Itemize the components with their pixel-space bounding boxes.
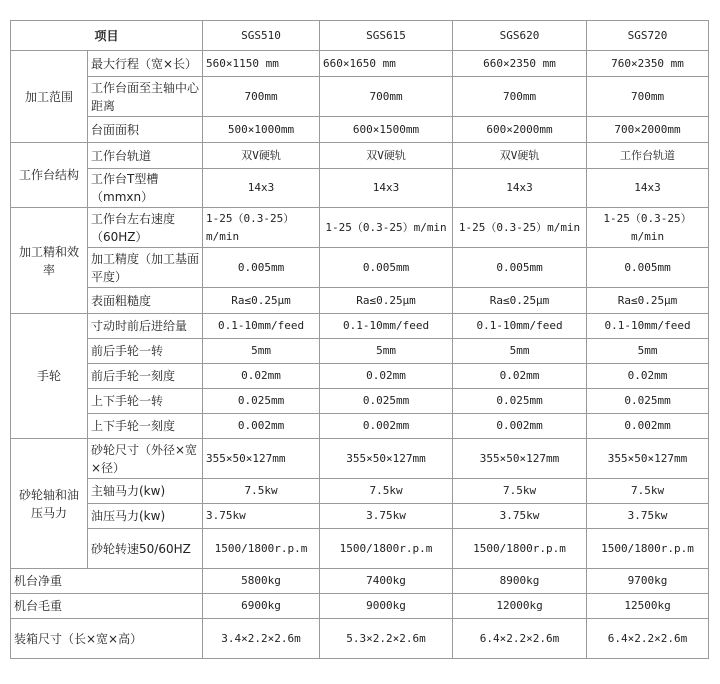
param-cell: 最大行程（宽×长）: [88, 51, 203, 77]
table-row: [11, 619, 709, 659]
value-cell: 0.025mm: [587, 389, 709, 414]
value-cell: 0.002mm: [587, 414, 709, 439]
param-cell: 表面粗糙度: [88, 288, 203, 314]
value-cell: 1-25（0.3-25）m/min: [203, 208, 320, 248]
value-cell: 0.025mm: [320, 389, 453, 414]
value-cell: 355×50×127mm: [587, 439, 709, 479]
param-cell: 砂轮尺寸（外径×宽×径）: [88, 439, 203, 479]
table-row: [11, 389, 709, 414]
value-cell: 1-25（0.3-25）m/min: [453, 208, 587, 248]
table-row: [11, 51, 709, 77]
value-cell: 760×2350 mm: [587, 51, 709, 77]
value-cell: 3.75kw: [203, 504, 320, 529]
value-cell: 6900kg: [203, 594, 320, 619]
value-cell: 双V硬轨: [203, 143, 320, 169]
value-cell: 1500/1800r.p.m: [203, 529, 320, 569]
param-cell: 台面面积: [88, 117, 203, 143]
value-cell: 355×50×127mm: [203, 439, 320, 479]
value-cell: 14x3: [320, 169, 453, 208]
header-model: SGS620: [453, 21, 587, 51]
value-cell: 双V硬轨: [453, 143, 587, 169]
value-cell: 3.75kw: [453, 504, 587, 529]
value-cell: 0.02mm: [587, 364, 709, 389]
value-cell: 工作台轨道: [587, 143, 709, 169]
param-cell: 加工精度（加工基面平度）: [88, 248, 203, 288]
param-cell: 前后手轮一转: [88, 339, 203, 364]
value-cell: Ra≤0.25μm: [203, 288, 320, 314]
value-cell: 700mm: [453, 77, 587, 117]
value-cell: 0.02mm: [320, 364, 453, 389]
param-cell: 工作台面至主轴中心距离: [88, 77, 203, 117]
value-cell: 3.4×2.2×2.6m: [203, 619, 320, 659]
category-cell: 手轮: [11, 314, 88, 439]
value-cell: 双V硬轨: [320, 143, 453, 169]
table-row: [11, 529, 709, 569]
param-cell: 主轴马力(kw): [88, 479, 203, 504]
value-cell: 660×1650 mm: [320, 51, 453, 77]
param-cell: 工作台T型槽（mmxn）: [88, 169, 203, 208]
value-cell: 7.5kw: [203, 479, 320, 504]
table-row: [11, 339, 709, 364]
value-cell: 600×1500mm: [320, 117, 453, 143]
table-row: [11, 439, 709, 479]
param-cell: 油压马力(kw): [88, 504, 203, 529]
category-cell: 加工精和效率: [11, 208, 88, 314]
value-cell: 700×2000mm: [587, 117, 709, 143]
header-model: SGS615: [320, 21, 453, 51]
table-row: [11, 364, 709, 389]
param-cell: 工作台轨道: [88, 143, 203, 169]
value-cell: 0.02mm: [453, 364, 587, 389]
value-cell: 1500/1800r.p.m: [587, 529, 709, 569]
header-model: SGS720: [587, 21, 709, 51]
param-cell: 机台毛重: [11, 594, 203, 619]
value-cell: 700mm: [320, 77, 453, 117]
value-cell: 660×2350 mm: [453, 51, 587, 77]
value-cell: Ra≤0.25μm: [587, 288, 709, 314]
value-cell: 9700kg: [587, 569, 709, 594]
value-cell: 0.1-10mm/feed: [320, 314, 453, 339]
param-cell: 前后手轮一刻度: [88, 364, 203, 389]
value-cell: 700mm: [203, 77, 320, 117]
value-cell: 14x3: [453, 169, 587, 208]
table-row: [11, 288, 709, 314]
value-cell: 3.75kw: [587, 504, 709, 529]
table-row: [11, 314, 709, 339]
param-cell: 上下手轮一转: [88, 389, 203, 414]
param-cell: 机台净重: [11, 569, 203, 594]
value-cell: 0.002mm: [203, 414, 320, 439]
value-cell: 5mm: [320, 339, 453, 364]
value-cell: 0.005mm: [320, 248, 453, 288]
value-cell: 7400kg: [320, 569, 453, 594]
table-row: [11, 479, 709, 504]
param-cell: 砂轮转速50/60HZ: [88, 529, 203, 569]
category-cell: 工作台结构: [11, 143, 88, 208]
value-cell: 12000kg: [453, 594, 587, 619]
value-cell: 500×1000mm: [203, 117, 320, 143]
category-cell: 加工范围: [11, 51, 88, 143]
value-cell: 3.75kw: [320, 504, 453, 529]
value-cell: 0.1-10mm/feed: [203, 314, 320, 339]
header-item: 项目: [11, 21, 203, 51]
value-cell: 0.005mm: [587, 248, 709, 288]
value-cell: 7.5kw: [320, 479, 453, 504]
value-cell: 0.025mm: [453, 389, 587, 414]
table-row: [11, 569, 709, 594]
param-cell: 寸动时前后进给量: [88, 314, 203, 339]
value-cell: 5mm: [203, 339, 320, 364]
value-cell: 0.02mm: [203, 364, 320, 389]
value-cell: 6.4×2.2×2.6m: [453, 619, 587, 659]
table-row: [11, 77, 709, 117]
table-row: [11, 594, 709, 619]
table-row: [11, 208, 709, 248]
value-cell: 1-25（0.3-25）m/min: [320, 208, 453, 248]
table-row: [11, 414, 709, 439]
param-cell: 装箱尺寸（长×宽×高）: [11, 619, 203, 659]
value-cell: 355×50×127mm: [320, 439, 453, 479]
value-cell: 14x3: [587, 169, 709, 208]
param-cell: 工作台左右速度（60HZ）: [88, 208, 203, 248]
value-cell: 0.1-10mm/feed: [587, 314, 709, 339]
value-cell: 9000kg: [320, 594, 453, 619]
table-row: [11, 504, 709, 529]
value-cell: 5mm: [587, 339, 709, 364]
value-cell: 600×2000mm: [453, 117, 587, 143]
value-cell: Ra≤0.25μm: [453, 288, 587, 314]
value-cell: 0.025mm: [203, 389, 320, 414]
spec-table: [10, 20, 709, 659]
value-cell: 0.002mm: [453, 414, 587, 439]
category-cell: 砂轮轴和油压马力: [11, 439, 88, 569]
value-cell: 8900kg: [453, 569, 587, 594]
value-cell: 0.005mm: [453, 248, 587, 288]
value-cell: 0.1-10mm/feed: [453, 314, 587, 339]
value-cell: 5800kg: [203, 569, 320, 594]
header-model: SGS510: [203, 21, 320, 51]
table-row: [11, 248, 709, 288]
value-cell: 6.4×2.2×2.6m: [587, 619, 709, 659]
value-cell: 1500/1800r.p.m: [453, 529, 587, 569]
value-cell: 5mm: [453, 339, 587, 364]
value-cell: 0.005mm: [203, 248, 320, 288]
header-row: [11, 21, 709, 51]
param-cell: 上下手轮一刻度: [88, 414, 203, 439]
value-cell: 14x3: [203, 169, 320, 208]
value-cell: 560×1150 mm: [203, 51, 320, 77]
value-cell: 12500kg: [587, 594, 709, 619]
value-cell: Ra≤0.25μm: [320, 288, 453, 314]
value-cell: 0.002mm: [320, 414, 453, 439]
value-cell: 355×50×127mm: [453, 439, 587, 479]
value-cell: 1-25（0.3-25）m/min: [587, 208, 709, 248]
value-cell: 700mm: [587, 77, 709, 117]
value-cell: 7.5kw: [587, 479, 709, 504]
table-row: [11, 117, 709, 143]
table-row: [11, 169, 709, 208]
value-cell: 7.5kw: [453, 479, 587, 504]
value-cell: 5.3×2.2×2.6m: [320, 619, 453, 659]
value-cell: 1500/1800r.p.m: [320, 529, 453, 569]
table-row: [11, 143, 709, 169]
